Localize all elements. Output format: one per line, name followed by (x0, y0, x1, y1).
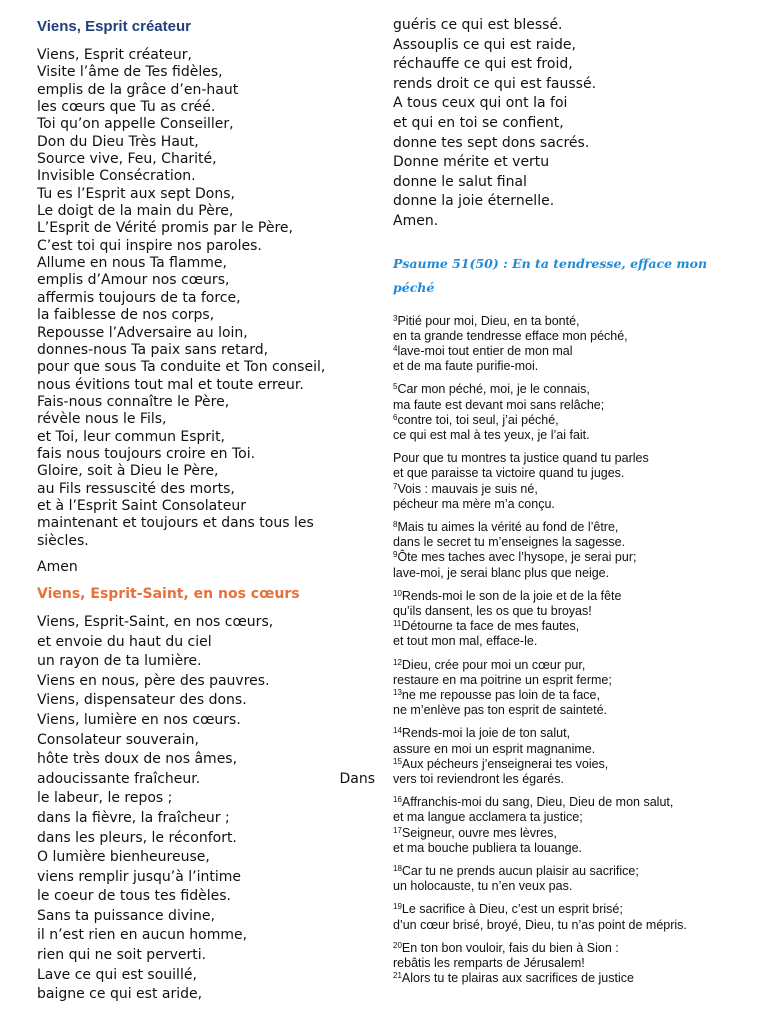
poem-line: le labeur, le repos ; (37, 790, 173, 807)
psalm-line (393, 810, 753, 825)
hymn-amen: Amen (37, 558, 78, 575)
verse-number: 9 (393, 550, 398, 560)
verse-text: qu’ils dansent, les os que tu broyas! (393, 603, 592, 618)
psalm-title: Psaume 51(50) : En ta tendresse, efface mon péché (393, 255, 708, 295)
poem-line: et à l’Esprit Saint Consolateur (37, 497, 246, 514)
psalm-line (393, 879, 753, 894)
poem-line: la faiblesse de nos corps, (37, 307, 215, 324)
poem-line: donne la joie éternelle. (393, 193, 555, 210)
poem-line: pour que sous Ta conduite et Ton conseil, (37, 359, 326, 376)
verse-text: Car tu ne prends aucun plaisir au sacrifice; (401, 864, 639, 879)
verse-number: 4 (393, 343, 398, 353)
poem-line: donnes-nous Ta paix sans retard, (37, 341, 269, 358)
psalm-line (393, 398, 753, 413)
verse-text: Rends-moi la joie de ton salut, (401, 726, 571, 741)
poem-line: Gloire, soit à Dieu le Père, (37, 463, 219, 480)
psalm-line (393, 742, 753, 757)
psalm-line (393, 795, 753, 810)
poem-line: Viens, Esprit créateur, (37, 47, 192, 63)
verse-number: 6 (393, 412, 398, 422)
hymn-continuation (393, 16, 753, 232)
poem-line: Amen. (393, 212, 439, 229)
poem-line: viens remplir jusqu’à l’intime (37, 868, 242, 885)
verse-number: 8 (393, 519, 398, 529)
title-viens-esprit-createur: Viens, Esprit créateur (37, 18, 191, 35)
poem-line: Visite l’âme de Tes fidèles, (37, 64, 223, 81)
psalm-stanza (393, 902, 753, 932)
verse-text: d’un cœur brisé, broyé, Dieu, tu n’as point de mépris. (393, 917, 687, 932)
poem-line: Donne mérite et vertu (393, 154, 550, 171)
psalm-line (393, 902, 753, 917)
psalm-line (393, 535, 753, 550)
poem-line: guéris ce qui est blessé. (393, 17, 563, 33)
psalm-line (393, 864, 753, 879)
verse-text: et de ma faute purifie-moi. (393, 359, 539, 374)
poem-line: Assouplis ce qui est raide, (393, 36, 576, 53)
poem-line: A tous ceux qui ont la foi (393, 95, 568, 112)
verse-text: Pour que tu montres ta justice quand tu parles (393, 451, 649, 466)
psalm-line (393, 941, 753, 956)
poem-line: donne le salut final (393, 173, 527, 190)
psalm-line (393, 382, 753, 397)
verse-text: Alors tu te plairas aux sacrifices de justice (401, 971, 634, 986)
psalm-line (393, 918, 753, 933)
poem-line: siècles. (37, 532, 89, 549)
verse-number: 12 (393, 657, 402, 667)
title-viens-esprit-saint: Viens, Esprit-Saint, en nos cœurs (37, 585, 300, 602)
verse-text: et tout mon mal, efface-le. (393, 634, 538, 649)
verse-text: Seigneur, ouvre mes lèvres, (401, 825, 557, 840)
poem-line: Viens, Esprit-Saint, en nos cœurs, (37, 613, 274, 630)
psalm-line (393, 604, 753, 619)
psalm-stanza (393, 658, 753, 719)
psalm-line (393, 826, 753, 841)
verse-number: 15 (393, 756, 402, 766)
verse-text: contre toi, toi seul, j’ai péché, (397, 412, 559, 427)
left-column (37, 16, 377, 1005)
poem-line: Viens en nous, père des pauvres. (37, 672, 270, 689)
verse-text: Pitié pour moi, Dieu, en ta bonté, (397, 313, 580, 328)
poem-line: dans la fièvre, la fraîcheur ; (37, 809, 230, 826)
verse-number: 13 (393, 688, 402, 697)
verse-number: 17 (393, 825, 402, 835)
verse-text: Affranchis-moi du sang, Dieu, Dieu de mon salut, (401, 795, 674, 810)
poem-line: Don du Dieu Très Haut, (37, 133, 199, 150)
verse-number: 20 (393, 940, 402, 950)
justified-line-left: adoucissante fraîcheur. (37, 770, 201, 787)
psalm-line (393, 658, 753, 673)
psalm-line (393, 757, 753, 772)
verse-text: Le sacrifice à Dieu, c’est un esprit brisé; (401, 902, 623, 917)
verse-number: 11 (393, 619, 402, 629)
verse-text: assure en moi un esprit magnanime. (393, 741, 596, 756)
poem-line: Viens, dispensateur des dons. (37, 692, 247, 709)
psalm-stanza (393, 795, 753, 856)
psalm-line (393, 482, 753, 497)
verse-text: un holocauste, tu n’en veux pas. (393, 879, 573, 894)
justified-line (37, 770, 375, 790)
poem-line: O lumière bienheureuse, (37, 849, 210, 866)
psalm-line (393, 841, 753, 856)
justified-line-right: Dans (339, 770, 375, 787)
verse-number: 3 (393, 313, 398, 323)
psalm-line (393, 566, 753, 581)
verse-text: Dieu, crée pour moi un cœur pur, (401, 657, 586, 672)
poem-line: Consolateur souverain, (37, 731, 199, 748)
verse-text: ce qui est mal à tes yeux, je l’ai fait. (393, 427, 590, 442)
poem-line: et qui en toi se confient, (393, 114, 564, 131)
psalm-line (393, 589, 753, 604)
verse-number: 18 (393, 864, 402, 874)
psalm-line (393, 451, 753, 466)
psalm-line (393, 359, 753, 374)
verse-number: 14 (393, 726, 402, 736)
verse-text: rebâtis les remparts de Jérusalem! (393, 956, 585, 971)
verse-text: lave-moi, je serai blanc plus que neige. (393, 565, 610, 580)
poem-line: affermis toujours de ta force, (37, 289, 241, 306)
psalm-text (393, 314, 753, 987)
poem-line: nous évitions tout mal et toute erreur. (37, 376, 304, 393)
poem-line: réchauffe ce qui est froid, (393, 56, 573, 73)
poem-line: les cœurs que Tu as créé. (37, 99, 216, 116)
poem-line: donne tes sept dons sacrés. (393, 134, 590, 151)
psalm-line (393, 673, 753, 688)
psalm-stanza (393, 726, 753, 787)
verse-text: restaure en ma poitrine un esprit ferme; (393, 672, 612, 687)
psalm-line (393, 956, 753, 971)
poem-line: Viens, lumière en nos cœurs. (37, 711, 241, 728)
poem-line: baigne ce qui est aride, (37, 986, 203, 1003)
verse-text: et que paraisse ta victoire quand tu juges. (393, 466, 625, 481)
poem-line: Repousse l’Adversaire au loin, (37, 324, 248, 341)
psalm-stanza (393, 589, 753, 650)
verse-number: 19 (393, 902, 402, 912)
verse-text: En ton bon vouloir, fais du bien à Sion : (401, 940, 619, 955)
psalm-line (393, 619, 753, 634)
poem-line: Invisible Consécration. (37, 168, 196, 185)
poem-line: Tu es l’Esprit aux sept Dons, (37, 185, 235, 202)
poem-line: Source vive, Feu, Charité, (37, 151, 217, 168)
poem-line: un rayon de ta lumière. (37, 653, 202, 670)
verse-text: lave-moi tout entier de mon mal (397, 343, 573, 358)
poem-line: il n’est rien en aucun homme, (37, 927, 248, 944)
psalm-line (393, 413, 753, 428)
verse-text: Aux pécheurs j’enseignerai tes voies, (401, 756, 609, 771)
psalm-line (393, 703, 753, 718)
psalm-line (393, 466, 753, 481)
verse-text: ma faute est devant moi sans relâche; (393, 397, 605, 412)
psalm-line (393, 497, 753, 512)
poem-line: Sans ta puissance divine, (37, 907, 215, 924)
verse-text: Détourne ta face de mes fautes, (401, 619, 580, 634)
poem-line: Allume en nous Ta flamme, (37, 255, 227, 272)
poem-line: révèle nous le Fils, (37, 411, 167, 428)
psalm-line (393, 329, 753, 344)
poem-line: L’Esprit de Vérité promis par le Père, (37, 220, 293, 237)
poem-line: Fais-nous connaître le Père, (37, 393, 230, 410)
verse-text: Vois : mauvais je suis né, (397, 481, 538, 496)
verse-text: dans le secret tu m’enseignes la sagesse. (393, 535, 626, 550)
hymn-veni-creator (37, 47, 377, 550)
psalm-line (393, 634, 753, 649)
psalm-stanza (393, 520, 753, 581)
verse-number: 10 (393, 588, 402, 598)
verse-number: 16 (393, 795, 402, 805)
poem-line: le coeur de tous tes fidèles. (37, 888, 231, 905)
psalm-line (393, 971, 753, 986)
psalm-stanza (393, 314, 753, 375)
poem-line: emplis de la grâce d’en-haut (37, 81, 239, 98)
hymn-part-a (37, 613, 377, 770)
psalm-stanza (393, 941, 753, 987)
verse-text: ne m’enlève pas ton esprit de sainteté. (393, 703, 608, 718)
verse-text: vers toi reviendront les égarés. (393, 772, 564, 787)
poem-line: maintenant et toujours et dans tous les (37, 515, 314, 532)
poem-line: Lave ce qui est souillé, (37, 966, 197, 983)
psalm-line (393, 550, 753, 565)
psalm-line (393, 726, 753, 741)
psalm-line (393, 344, 753, 359)
poem-line: Toi qu’on appelle Conseiller, (37, 116, 234, 133)
poem-line: Le doigt de la main du Père, (37, 203, 234, 220)
verse-text: Car mon péché, moi, je le connais, (397, 382, 590, 397)
poem-line: et Toi, leur commun Esprit, (37, 428, 226, 445)
poem-line: rends droit ce qui est faussé. (393, 75, 597, 92)
verse-text: ne me repousse pas loin de ta face, (401, 688, 600, 702)
verse-number: 7 (393, 481, 398, 491)
poem-line: et envoie du haut du ciel (37, 633, 212, 650)
psalm-line (393, 520, 753, 535)
right-column (393, 16, 753, 994)
verse-number: 21 (393, 971, 402, 981)
verse-text: Rends-moi le son de la joie et de la fête (401, 588, 622, 603)
verse-text: Ôte mes taches avec l’hysope, je serai pur; (397, 550, 637, 565)
psalm-line (393, 772, 753, 787)
poem-line: rien qui ne soit perverti. (37, 947, 207, 964)
poem-line: C’est toi qui inspire nos paroles. (37, 237, 262, 254)
verse-text: et ma bouche publiera ta louange. (393, 840, 583, 855)
poem-line: fais nous toujours croire en Toi. (37, 445, 256, 462)
poem-line: dans les pleurs, le réconfort. (37, 829, 237, 846)
poem-line: au Fils ressuscité des morts, (37, 480, 235, 497)
verse-text: et ma langue acclamera ta justice; (393, 810, 583, 825)
verse-text: Mais tu aimes la vérité au fond de l’être, (397, 519, 619, 534)
poem-line: hôte très doux de nos âmes, (37, 751, 238, 768)
poem-line: emplis d’Amour nos cœurs, (37, 272, 230, 289)
psalm-line (393, 314, 753, 329)
psalm-line (393, 688, 753, 703)
psalm-stanza (393, 451, 753, 512)
hymn-veni-sancte (37, 613, 377, 1005)
hymn-part-b (37, 789, 377, 1005)
psalm-line (393, 428, 753, 443)
verse-number: 5 (393, 382, 398, 392)
verse-text: pécheur ma mère m’a conçu. (393, 496, 555, 511)
psalm-stanza (393, 382, 753, 443)
psalm-stanza (393, 864, 753, 894)
verse-text: en ta grande tendresse efface mon péché, (393, 328, 628, 343)
